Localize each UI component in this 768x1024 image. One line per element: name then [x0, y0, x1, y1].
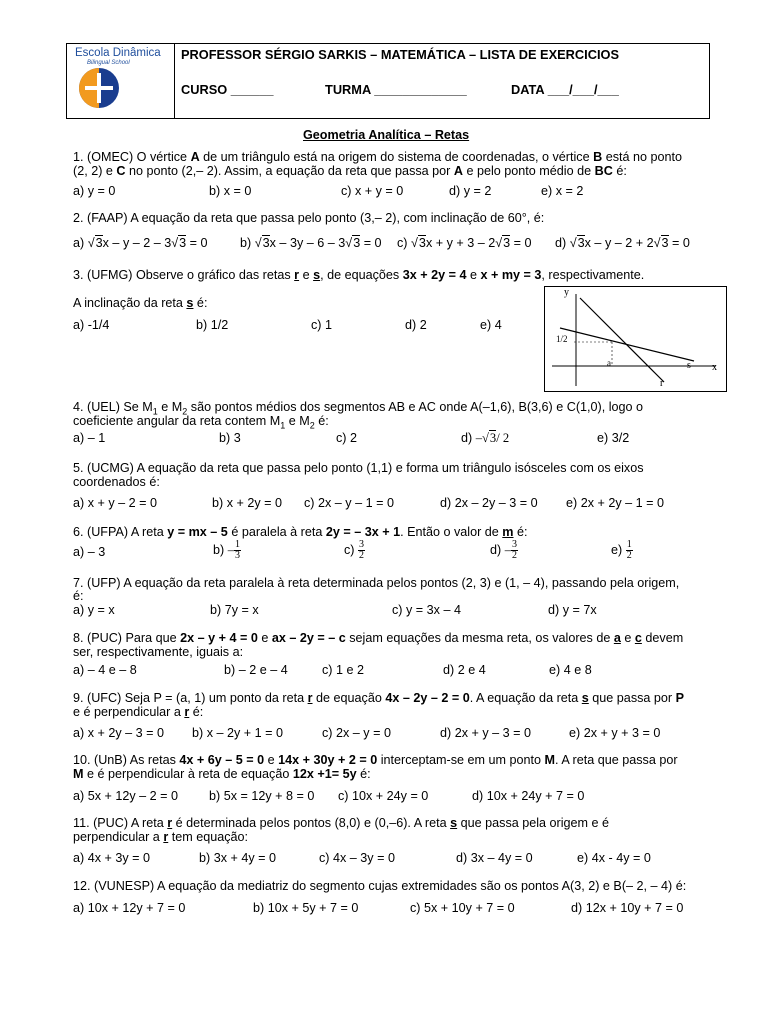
school-name: Escola Dinâmica — [75, 47, 161, 59]
q11-option-b: b) 3x + 4y = 0 — [199, 851, 277, 865]
header-turma: TURMA _____________ — [325, 82, 467, 97]
q3-option-e: e) 4 — [480, 318, 502, 332]
q6-option-a: a) – 3 — [73, 545, 106, 559]
q12-option-d: d) 12x + 10y + 7 = 0 — [571, 901, 684, 915]
q7-option-b: b) 7y = x — [210, 603, 259, 617]
header-box — [66, 43, 710, 119]
q9-option-a: a) x + 2y – 3 = 0 — [73, 726, 165, 740]
q8-option-e: e) 4 e 8 — [549, 663, 592, 677]
q1-option-a: a) y = 0 — [73, 184, 116, 198]
q3-option-d: d) 2 — [405, 318, 427, 332]
q8-option-a: a) – 4 e – 8 — [73, 663, 137, 677]
q1-option-d: d) y = 2 — [449, 184, 492, 198]
q6-option-b: b) – $\frac{1}{3}$ — [213, 539, 240, 561]
q4-option-a: a) – 1 — [73, 431, 106, 445]
doc-title: Geometria Analítica – Retas — [303, 128, 470, 142]
q1-line2: (2, 2) e C no ponto (2,– 2). Assim, a equação da reta que passa por A e pelo ponto médio de BC é: — [73, 164, 627, 178]
graph-label-y: y — [564, 287, 569, 298]
header-curso: CURSO ______ — [181, 82, 274, 97]
q4-line2: coeficiente angular da reta contem $M_1$ e $M_2$ é: — [73, 414, 329, 431]
graph-label-half: 1/2 — [556, 334, 568, 344]
q6-option-e: e) $\frac{1}{2}$ — [611, 539, 632, 561]
q3-ask: A inclinação da reta s é: — [73, 296, 208, 310]
school-logo — [67, 44, 175, 118]
q3-text: 3. (UFMG) Observe o gráfico das retas r e s, de equações 3x + 2y = 4 e x + my = 3, respectivamente. — [73, 268, 645, 282]
q8-option-c: c) 1 e 2 — [322, 663, 364, 677]
q3-option-b: b) 1/2 — [196, 318, 229, 332]
q1-option-e: e) x = 2 — [541, 184, 584, 198]
q7-option-a: a) y = x — [73, 603, 115, 617]
logo-emblem-icon — [77, 67, 121, 109]
q5-line2: coordenados é: — [73, 475, 160, 489]
graph-label-x: x — [712, 362, 717, 373]
q9-option-d: d) 2x + y – 3 = 0 — [440, 726, 532, 740]
q4-option-c: c) 2 — [336, 431, 357, 445]
q3-graph — [544, 286, 727, 392]
q10-option-a: a) 5x + 12y – 2 = 0 — [73, 789, 179, 803]
q12-option-a: a) 10x + 12y + 7 = 0 — [73, 901, 186, 915]
q11-line1: 11. (PUC) A reta r é determinada pelos pontos (8,0) e (0,–6). A reta s que passa pela origem e é — [73, 816, 610, 830]
q2-option-a: a) √3x – y – 2 – 3√3 = 0 — [73, 236, 208, 250]
q8-option-b: b) – 2 e – 4 — [224, 663, 288, 677]
q9-line2: e é perpendicular a r é: — [73, 705, 204, 719]
q4-option-e: e) 3/2 — [597, 431, 630, 445]
q12-text: 12. (VUNESP) A equação da mediatriz do segmento cujas extremidades são os pontos A(3, 2) e B(– 2, – 4) é: — [73, 879, 687, 893]
q1-line1: 1. (OMEC) O vértice A de um triângulo está na origem do sistema de coordenadas, o vértice B está no ponto — [73, 150, 683, 164]
q2-text: 2. (FAAP) A equação da reta que passa pelo ponto (3,– 2), com inclinação de 60°, é: — [73, 211, 545, 225]
q10-option-d: d) 10x + 24y + 7 = 0 — [472, 789, 585, 803]
q6-option-d: d) – $\frac{3}{2}$ — [490, 539, 517, 561]
q7-line2: é: — [73, 589, 84, 603]
q5-option-c: c) 2x – y – 1 = 0 — [304, 496, 394, 510]
header-title: PROFESSOR SÉRGIO SARKIS – MATEMÁTICA – LISTA DE EXERCICIOS — [181, 47, 619, 62]
q10-line1: 10. (UnB) As retas 4x + 6y – 5 = 0 e 14x + 30y + 2 = 0 interceptam-se em um ponto M. A reta que passa por — [73, 753, 678, 767]
q5-option-a: a) x + y – 2 = 0 — [73, 496, 158, 510]
q11-option-a: a) 4x + 3y = 0 — [73, 851, 151, 865]
q11-line2: perpendicular a r tem equação: — [73, 830, 249, 844]
q7-option-d: d) y = 7x — [548, 603, 597, 617]
q2-option-c: c) √3x + y + 3 – 2√3 = 0 — [397, 236, 532, 250]
q10-option-b: b) 5x = 12y + 8 = 0 — [209, 789, 315, 803]
q1-option-c: c) x + y = 0 — [341, 184, 404, 198]
graph-label-r: r — [660, 378, 664, 389]
graph-label-a: a — [607, 358, 611, 368]
q5-option-e: e) 2x + 2y – 1 = 0 — [566, 496, 665, 510]
q7-option-c: c) y = 3x – 4 — [392, 603, 461, 617]
q5-option-d: d) 2x – 2y – 3 = 0 — [440, 496, 538, 510]
q4-option-d: d) –√3/ 2 — [461, 431, 510, 445]
q11-option-c: c) 4x – 3y = 0 — [319, 851, 395, 865]
q8-option-d: d) 2 e 4 — [443, 663, 486, 677]
q2-option-b: b) √3x – 3y – 6 – 3√3 = 0 — [240, 236, 382, 250]
q5-option-b: b) x + 2y = 0 — [212, 496, 283, 510]
q9-option-c: c) 2x – y = 0 — [322, 726, 391, 740]
q1-option-b: b) x = 0 — [209, 184, 252, 198]
q3-option-c: c) 1 — [311, 318, 332, 332]
graph-label-s: s — [687, 360, 691, 371]
q6-text: 6. (UFPA) A reta y = mx – 5 é paralela à reta 2y = – 3x + 1. Então o valor de m é: — [73, 525, 528, 539]
q11-option-d: d) 3x – 4y = 0 — [456, 851, 533, 865]
q8-line2: ser, respectivamente, iguais a: — [73, 645, 244, 659]
q8-line1: 8. (PUC) Para que 2x – y + 4 = 0 e ax – 2y = – c sejam equações da mesma reta, os valores de a e c devem — [73, 631, 684, 645]
q10-line2: M e é perpendicular à reta de equação 12x +1= 5y é: — [73, 767, 371, 781]
q9-option-b: b) x – 2y + 1 = 0 — [192, 726, 284, 740]
q10-option-c: c) 10x + 24y = 0 — [338, 789, 429, 803]
q12-option-c: c) 5x + 10y + 7 = 0 — [410, 901, 515, 915]
q2-option-d: d) √3x – y – 2 + 2√3 = 0 — [555, 236, 690, 250]
q12-option-b: b) 10x + 5y + 7 = 0 — [253, 901, 359, 915]
q11-option-e: e) 4x - 4y = 0 — [577, 851, 651, 865]
q9-option-e: e) 2x + y + 3 = 0 — [569, 726, 661, 740]
q9-line1: 9. (UFC) Seja P = (a, 1) um ponto da reta r de equação 4x – 2y – 2 = 0. A equação da reta s que passa por P — [73, 691, 685, 705]
header-data: DATA ___/___/___ — [511, 82, 619, 97]
q3-option-a: a) -1/4 — [73, 318, 110, 332]
q7-line1: 7. (UFP) A equação da reta paralela à reta determinada pelos pontos (2, 3) e (1, – 4), passando pela origem, — [73, 576, 680, 590]
school-subtitle: Bilingual School — [87, 60, 130, 66]
q5-line1: 5. (UCMG) A equação da reta que passa pelo ponto (1,1) e forma um triângulo isósceles com os eixos — [73, 461, 644, 475]
q4-line1: 4. (UEL) Se $M_1$ e $M_2$ são pontos médios dos segmentos AB e AC onde A(–1,6), B(3,6) e C(1,0), logo o — [73, 400, 644, 417]
q4-option-b: b) 3 — [219, 431, 241, 445]
q6-option-c: c) $\frac{3}{2}$ — [344, 539, 364, 561]
